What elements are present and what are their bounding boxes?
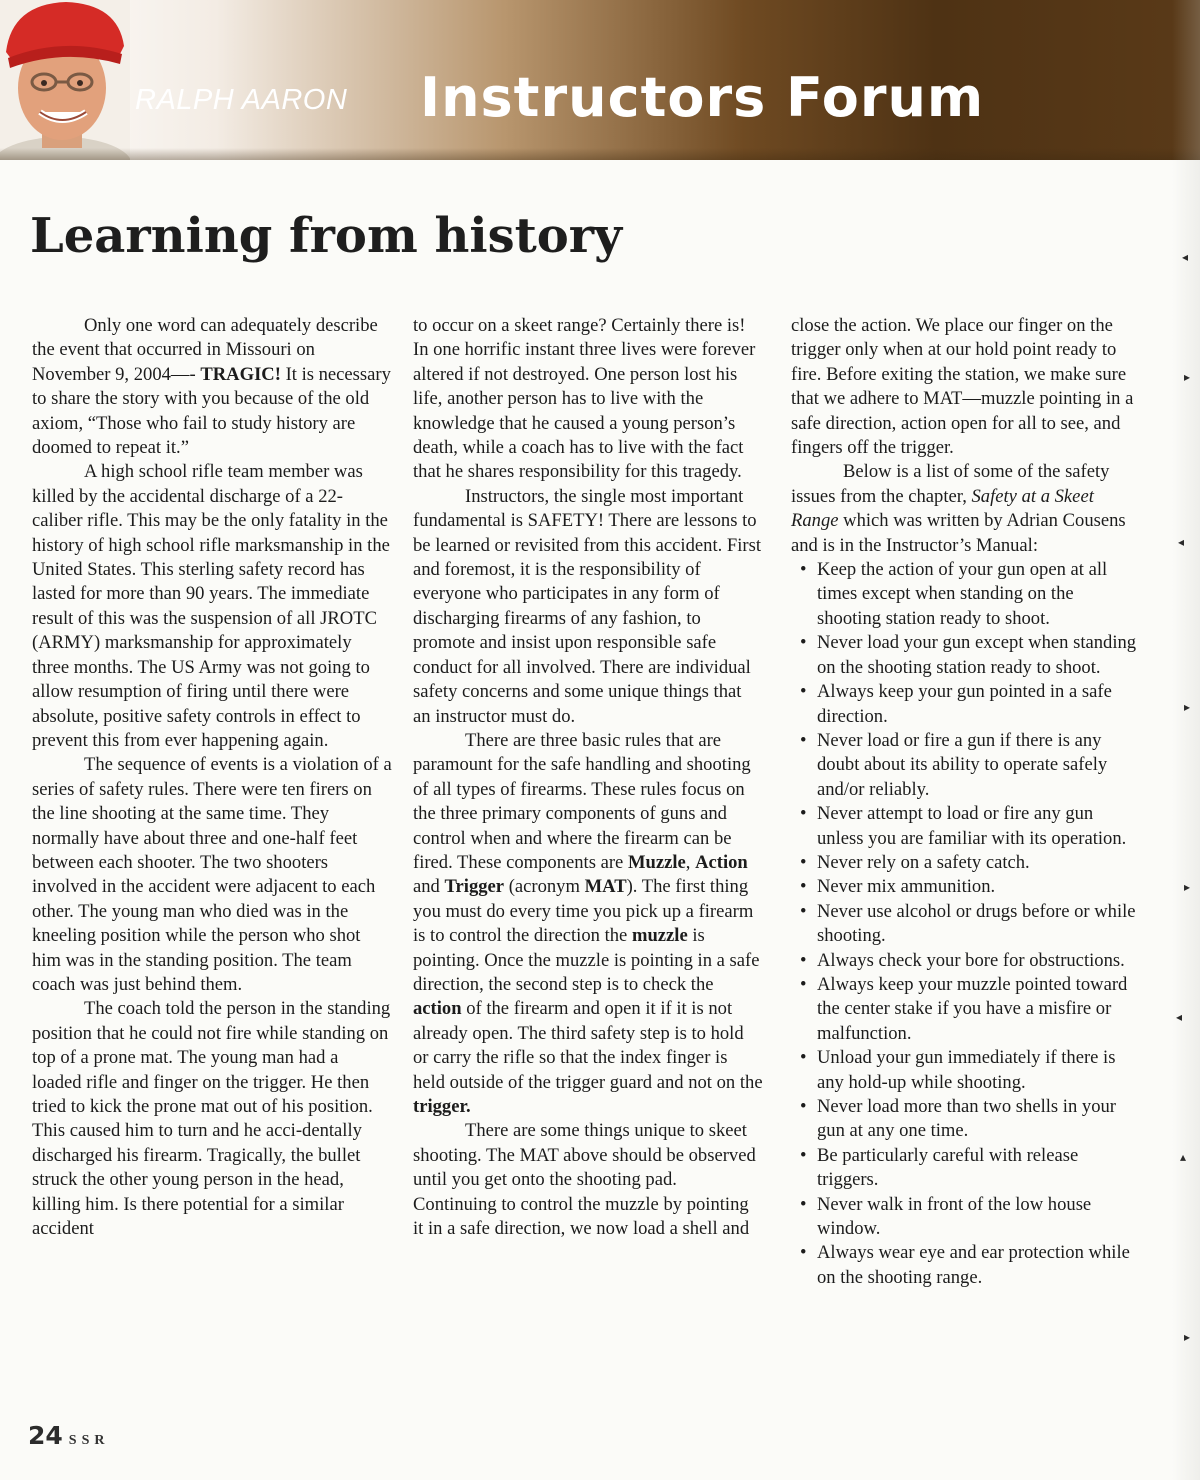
emphasis-muzzle: Muzzle xyxy=(627,851,686,873)
article-column-1 xyxy=(32,314,392,1241)
author-name: RALPH AARON xyxy=(135,84,348,116)
list-item: • Always wear eye and ear protection while on the shooting range. xyxy=(791,1241,1141,1290)
banner-shadow xyxy=(0,148,1200,160)
emphasis-trigger: trigger. xyxy=(413,1096,471,1117)
list-item: • Always keep your gun pointed in a safe direction. xyxy=(791,680,1141,729)
text-span: is pointing. Once the muzzle is pointing in a safe direction, the second step is to check the xyxy=(413,925,760,995)
paragraph xyxy=(32,314,392,460)
list-item: • Never load your gun except when standing on the shooting station ready to shoot. xyxy=(791,631,1141,680)
list-item: • Never load or fire a gun if there is any doubt about its ability to operate safely and/or reliably. xyxy=(791,729,1141,802)
text-span: It is necessary to share the story with you because of the old axiom, “Those who fail to study history are doomed to repeat it.” xyxy=(32,363,391,459)
text-span: Below is a list of some of the safety issues from the chapter, xyxy=(791,461,1110,507)
paragraph xyxy=(413,729,763,1120)
article-column-3 xyxy=(791,314,1141,1290)
emphasis-action: action xyxy=(413,998,462,1020)
article-column-2 xyxy=(413,314,763,1241)
list-item: • Be particularly careful with release triggers. xyxy=(791,1144,1141,1193)
page-number: 24 xyxy=(28,1421,63,1450)
emphasis-muzzle: muzzle xyxy=(631,925,688,947)
paragraph: to occur on a skeet range? Certainly there is! In one horrific instant three lives were forever altered if not destroyed. One person lost his life, another person has to live with the knowledge that he caused a young person’s death, while a coach has to live with the fact that he shares responsibility for this tragedy. xyxy=(413,315,756,483)
article-title: Learning from history xyxy=(30,208,622,264)
emphasis-trigger: Trigger xyxy=(444,876,505,898)
emphasis-action: Action xyxy=(695,851,748,873)
emphasis-tragic: TRAGIC! xyxy=(200,363,281,385)
list-item: • Never walk in front of the low house window. xyxy=(791,1193,1141,1242)
paragraph: Instructors, the single most important fundamental is SAFETY! There are lessons to be learned or revisited from this accident. First and foremost, it is the responsibility of everyone who participates in any form of discharging firearms of any fashion, to promote and insist upon responsible safe conduct for all involved. There are individual safety concerns and some unique things that an instructor must do. xyxy=(413,485,762,727)
header-banner xyxy=(0,0,1200,160)
page-footer xyxy=(28,1421,109,1450)
paragraph: close the action. We place our finger on the trigger only when at our hold point ready to fire. Before exiting the station, we make sure that we adhere to MAT—muzzle pointing in a safe direction, action open for all to see, and fingers off the trigger. xyxy=(791,315,1134,459)
emphasis-mat: MAT xyxy=(584,876,627,898)
text-span: of the firearm and open it if it is not already open. The third safety step is to hold or carry the rifle so that the index finger is held outside of the trigger guard and not on the xyxy=(413,998,763,1093)
magazine-name: SSR xyxy=(68,1433,110,1448)
page-edge: ◂ ▸ ◂ ▸ ▸ ◂ ▴ ▸ xyxy=(1172,0,1200,1480)
paragraph: The coach told the person in the standing position that he could not fire while standing on top of a prone mat. The young man had a loaded rifle and finger on the trigger. He then tried to kick the prone mat out of his position. This caused him to turn and he acci-dentally discharged his firearm. Tragically, the bullet struck the other young person in the head, killing him. Is there potential for a similar accident xyxy=(32,998,391,1240)
paragraph: A high school rifle team member was killed by the accidental discharge of a 22-caliber rifle. This may be the only fatality in the history of high school rifle marksmanship in the United States. This sterling safety record has lasted for more than 90 years. The immediate result of this was the suspension of all JROTC (ARMY) marksmanship for approximately three months. The US Army was not going to allow resumption of firing until there were absolute, positive safety controls in effect to prevent this from ever happening again. xyxy=(32,461,390,751)
safety-list xyxy=(791,558,1141,1290)
chapter-title: Safety at a Skeet Range xyxy=(791,485,1094,532)
list-item: • Keep the action of your gun open at all times except when standing on the shooting station ready to shoot. xyxy=(791,558,1141,631)
list-item: • Always check your bore for obstructions. xyxy=(791,949,1141,973)
paragraph xyxy=(791,460,1141,558)
paragraph: The sequence of events is a violation of a series of safety rules. There were ten firers on the line shooting at the same time. They normally have about three and one-half feet between each shooter. The two shooters involved in the accident were adjacent to each other. The young man who died was in the kneeling position while the person who shot him was in the standing position. The team coach was just behind them. xyxy=(32,754,392,995)
list-item: • Unload your gun immediately if there is any hold-up while shooting. xyxy=(791,1046,1141,1095)
text-span: , xyxy=(685,851,696,873)
text-span: which was written by Adrian Cousens and is in the Instructor’s Manual: xyxy=(791,510,1126,556)
list-item: • Never mix ammunition. xyxy=(791,875,1141,899)
list-item: • Always keep your muzzle pointed toward the center stake if you have a misfire or malfunction. xyxy=(791,973,1141,1046)
list-item: • Never use alcohol or drugs before or while shooting. xyxy=(791,900,1141,949)
text-span: Only one word can adequately describe the event that occurred in Missouri on November 9, 2004—- xyxy=(32,315,378,385)
list-item: • Never attempt to load or fire any gun unless you are familiar with its operation. xyxy=(791,802,1141,851)
list-item: • Never rely on a safety catch. xyxy=(791,851,1141,875)
text-span: There are three basic rules that are paramount for the safe handling and shooting of all types of firearms. These rules focus on the three primary components of guns and control when and where the firearm can be fired. These components are xyxy=(413,729,751,873)
paragraph: There are some things unique to skeet shooting. The MAT above should be observed until you get onto the shooting pad. Continuing to control the muzzle by pointing it in a safe direction, we now load a shell and xyxy=(413,1120,756,1240)
section-title: Instructors Forum xyxy=(420,66,985,129)
author-photo xyxy=(0,0,130,160)
text-span: and xyxy=(413,876,445,898)
list-item: • Never load more than two shells in your gun at any one time. xyxy=(791,1095,1141,1144)
text-span: (acronym xyxy=(504,876,585,898)
text-span: ). The first thing you must do every time you pick up a firearm is to control the direction the xyxy=(413,876,754,947)
